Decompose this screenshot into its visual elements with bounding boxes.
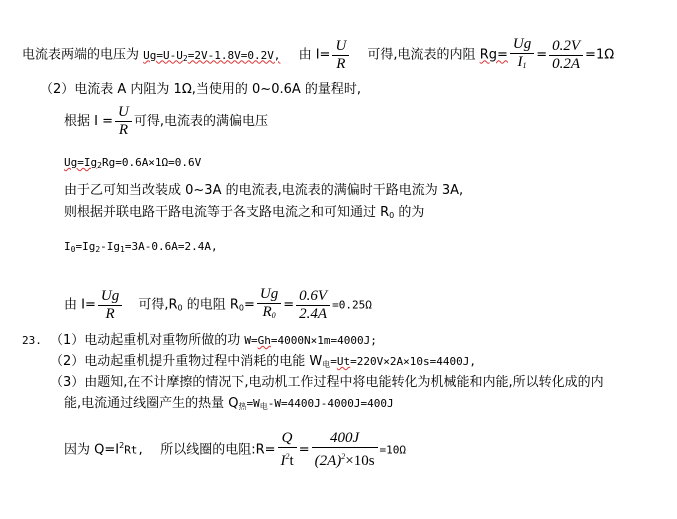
line-parallel-circuit [64, 204, 424, 225]
text: Ug=U-U [143, 48, 183, 62]
subscript: 2 [95, 245, 101, 254]
text: =1Ω [585, 47, 615, 63]
fraction-u-over-r [332, 38, 349, 73]
text: =0.25Ω [332, 298, 372, 312]
text: =10Ω [379, 443, 407, 457]
fraction-u-over-r [115, 104, 132, 139]
text-rg: Rg= [479, 47, 508, 63]
superscript: 2 [285, 452, 290, 461]
text: 可得,电流表的满偏电压 [133, 114, 268, 129]
fraction-ug-over-r [98, 288, 122, 323]
numerator: Ug [259, 286, 279, 302]
question-number: 23. [22, 334, 42, 347]
text: I [280, 453, 286, 469]
text: 可得,电流表的内阻 [367, 47, 480, 63]
numerator: U [335, 37, 347, 54]
subscript: 电 [259, 402, 268, 411]
text: ×10s [345, 453, 375, 469]
denominator: 0.2A [549, 55, 583, 73]
line-full-scale-voltage [64, 154, 201, 175]
text: =W [246, 397, 260, 410]
line-voltage-across-ammeter [22, 36, 614, 74]
fraction-values [549, 38, 583, 73]
text: 因为 Q=I [64, 442, 120, 458]
fraction-ug-over-r0 [257, 286, 281, 324]
equals: = [298, 442, 310, 458]
line-part-2-intro [40, 81, 361, 99]
line-heat-generated [64, 395, 394, 416]
text: = [244, 297, 255, 313]
subscript: 2 [182, 53, 188, 63]
equals: = [536, 47, 548, 63]
text: 由于乙可知当改装成 0~3A 的电流表,电流表的满偏时干路电流为 3A, [64, 183, 464, 198]
text: 根据 I = [64, 114, 113, 129]
subscript: 2 [97, 161, 102, 170]
text: 的电阻 R [182, 297, 239, 313]
numerator: Ug [100, 287, 120, 304]
formula-energy: =Ut=220V×2A×10s=4400J, [330, 355, 476, 368]
line-branch-current [64, 238, 218, 259]
denominator [257, 303, 281, 324]
text: t [289, 453, 294, 469]
subscript: 0 [70, 245, 76, 254]
line-electric-energy [50, 353, 476, 374]
text: 可得,R [138, 297, 178, 313]
line-q23-work-done [22, 332, 377, 350]
denominator [278, 447, 297, 470]
subscript: 0 [238, 303, 245, 313]
superscript: 2 [119, 441, 125, 451]
text: 由 I= [64, 297, 96, 313]
text: I [517, 54, 523, 70]
subscript: 热 [238, 402, 247, 411]
text: （3）由题知,在不计摩擦的情况下,电动机工作过程中将电能转化为机械能和内能,所以转化成的内 [50, 375, 604, 390]
fraction-ug-over-i1 [510, 36, 534, 74]
denominator: 2.4A [296, 305, 330, 323]
text: 电流表两端的电压为 [22, 47, 144, 63]
text: Ut [336, 355, 351, 368]
subscript: 1 [120, 245, 125, 254]
text: 则根据并联电路干路电流等于各支路电流之和可知通过 R [64, 205, 390, 220]
text: =3A-0.6A=2.4A, [124, 240, 218, 253]
fraction-values [296, 288, 330, 323]
text: Rt, [124, 443, 145, 457]
line-converted-ammeter [64, 182, 463, 200]
subscript: 1 [522, 61, 527, 70]
text: （1）电动起重机对重物所做的功 [50, 333, 245, 348]
line-energy-conversion [50, 374, 604, 392]
text: Rg=0.6A×1Ω=0.6V [101, 156, 202, 169]
equals: = [283, 297, 295, 313]
numerator: Ug [512, 36, 532, 52]
denominator: R [332, 55, 349, 73]
text: -Ig [100, 240, 121, 253]
text: （2）电动起重机提升重物过程中消耗的电能 W [50, 354, 323, 369]
text: -W=4400J-4000J=400J [267, 397, 394, 410]
subscript: 电 [322, 360, 331, 369]
denominator [510, 53, 534, 74]
numerator: U [118, 104, 129, 120]
text: 所以线圈的电阻:R= [160, 442, 276, 458]
formula-ug [143, 49, 280, 62]
numerator: Q [281, 430, 293, 446]
text: 由 I= [298, 47, 331, 63]
subscript: 0 [389, 211, 395, 220]
subscript: 0 [177, 303, 183, 313]
line-coil-resistance [64, 430, 406, 470]
text: Ug=Ig [64, 156, 98, 169]
text: （2）电流表 A 内阻为 1Ω,当使用的 0~0.6A 的量程时, [40, 82, 362, 97]
text: =Ig [75, 240, 96, 253]
text: R [262, 304, 272, 320]
numerator: 400J [329, 430, 360, 446]
subscript: 0 [271, 311, 276, 320]
numerator: 0.2V [552, 37, 581, 54]
text: =2V-1.8V=0.2V, [187, 48, 281, 62]
text: 的为 [394, 205, 425, 220]
line-r0-resistance [64, 286, 372, 324]
fraction-values [312, 430, 378, 470]
fraction-q-over-i2t [278, 430, 297, 470]
formula-work: W=Gh=4000N×1m=4000J; [244, 334, 377, 347]
denominator [312, 447, 378, 470]
superscript: 2 [341, 452, 346, 461]
text: I [64, 240, 71, 253]
line-by-ohms-law [64, 104, 268, 139]
denominator: R [115, 121, 132, 139]
text: Gh [257, 334, 271, 347]
text: (2A) [314, 453, 342, 469]
denominator: R [98, 305, 122, 323]
text: 能,电流通过线圈产生的热量 Q [64, 396, 239, 411]
numerator: 0.6V [299, 287, 328, 304]
